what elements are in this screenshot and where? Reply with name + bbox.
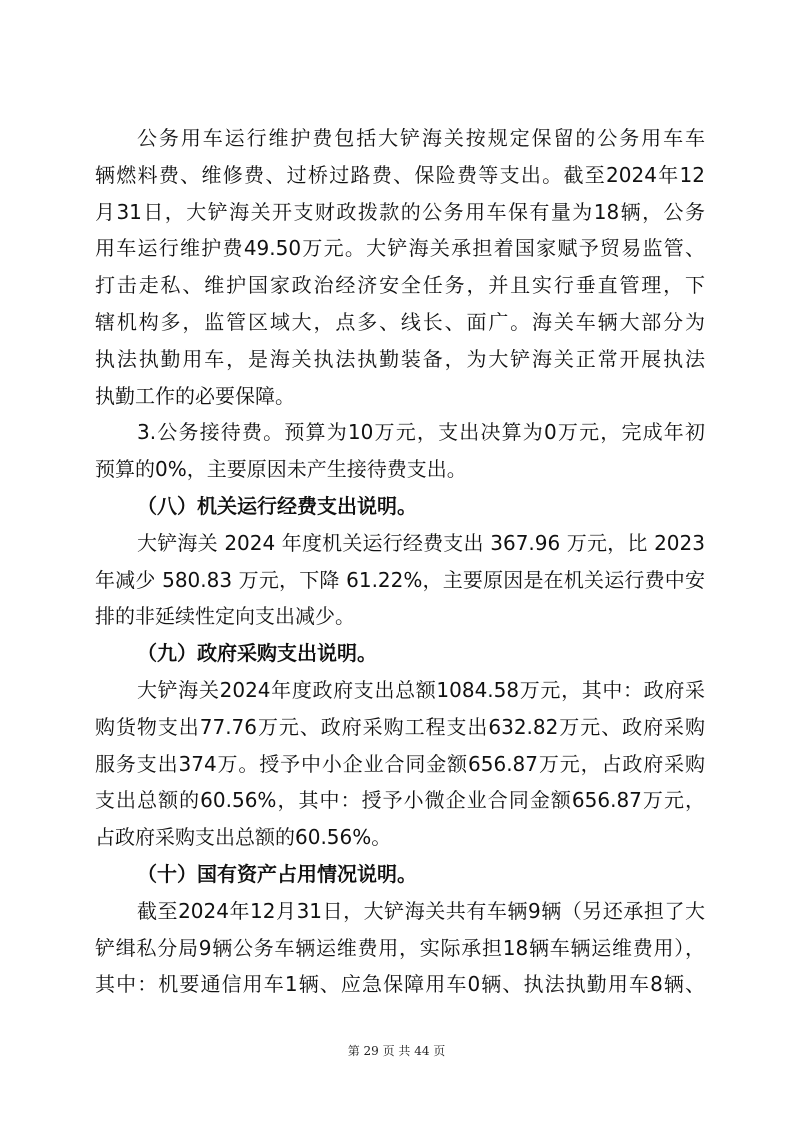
paragraph-line: 大铲海关 2024 年度机关运行经费支出 367.96 万元，比 2023: [137, 530, 705, 555]
paragraph-line: 辆燃料费、维修费、过桥过路费、保险费等支出。截至2024年12: [95, 162, 705, 187]
paragraph-line: 辖机构多，监管区域大，点多、线长、面广。海关车辆大部分为: [95, 309, 705, 334]
page-number-footer: 第 29 页 共 44 页: [347, 1044, 446, 1058]
section-heading: （八）机关运行经费支出说明。: [137, 493, 417, 518]
paragraph-line: 购货物支出77.76万元、政府采购工程支出632.82万元、政府采购: [95, 714, 705, 739]
paragraph-line: 服务支出374万。授予中小企业合同金额656.87万元，占政府采购: [95, 751, 705, 776]
paragraph-line: 占政府采购支出总额的60.56%。: [95, 825, 392, 850]
paragraph-line: 预算的0%，主要原因未产生接待费支出。: [95, 457, 467, 482]
section-heading: （九）政府采购支出说明。: [137, 641, 377, 666]
section-heading: （十）国有资产占用情况说明。: [137, 861, 417, 886]
paragraph-line: 打击走私、维护国家政治经济安全任务，并且实行垂直管理，下: [95, 273, 705, 298]
paragraph-line: 执法执勤用车，是海关执法执勤装备，为大铲海关正常开展执法: [95, 346, 705, 371]
paragraph-line: 月31日，大铲海关开支财政拨款的公务用车保有量为18辆，公务: [95, 199, 705, 224]
paragraph-line: 支出总额的60.56%，其中：授予小微企业合同金额656.87万元，: [95, 788, 705, 813]
paragraph-line: 执勤工作的必要保障。: [95, 383, 295, 408]
paragraph-line: 排的非延续性定向支出减少。: [95, 604, 355, 629]
paragraph-line: 大铲海关2024年度政府支出总额1084.58万元，其中：政府采: [137, 677, 705, 702]
paragraph-line: 其中：机要通信用车1辆、应急保障用车0辆、执法执勤用车8辆、: [95, 972, 705, 997]
paragraph-line: 截至2024年12月31日，大铲海关共有车辆9辆（另还承担了大: [137, 898, 705, 923]
document-body: [95, 120, 705, 1003]
paragraph-line: 铲缉私分局9辆公务车辆运维费用，实际承担18辆车辆运维费用），: [95, 935, 705, 960]
paragraph-line: 用车运行维护费49.50万元。大铲海关承担着国家赋予贸易监管、: [95, 236, 705, 261]
paragraph-line: 公务用车运行维护费包括大铲海关按规定保留的公务用车车: [137, 126, 705, 150]
paragraph-line: 年减少 580.83 万元，下降 61.22%，主要原因是在机关运行费中安: [95, 567, 705, 592]
paragraph-line: 3.公务接待费。预算为10万元，支出决算为0万元，完成年初: [137, 420, 705, 445]
